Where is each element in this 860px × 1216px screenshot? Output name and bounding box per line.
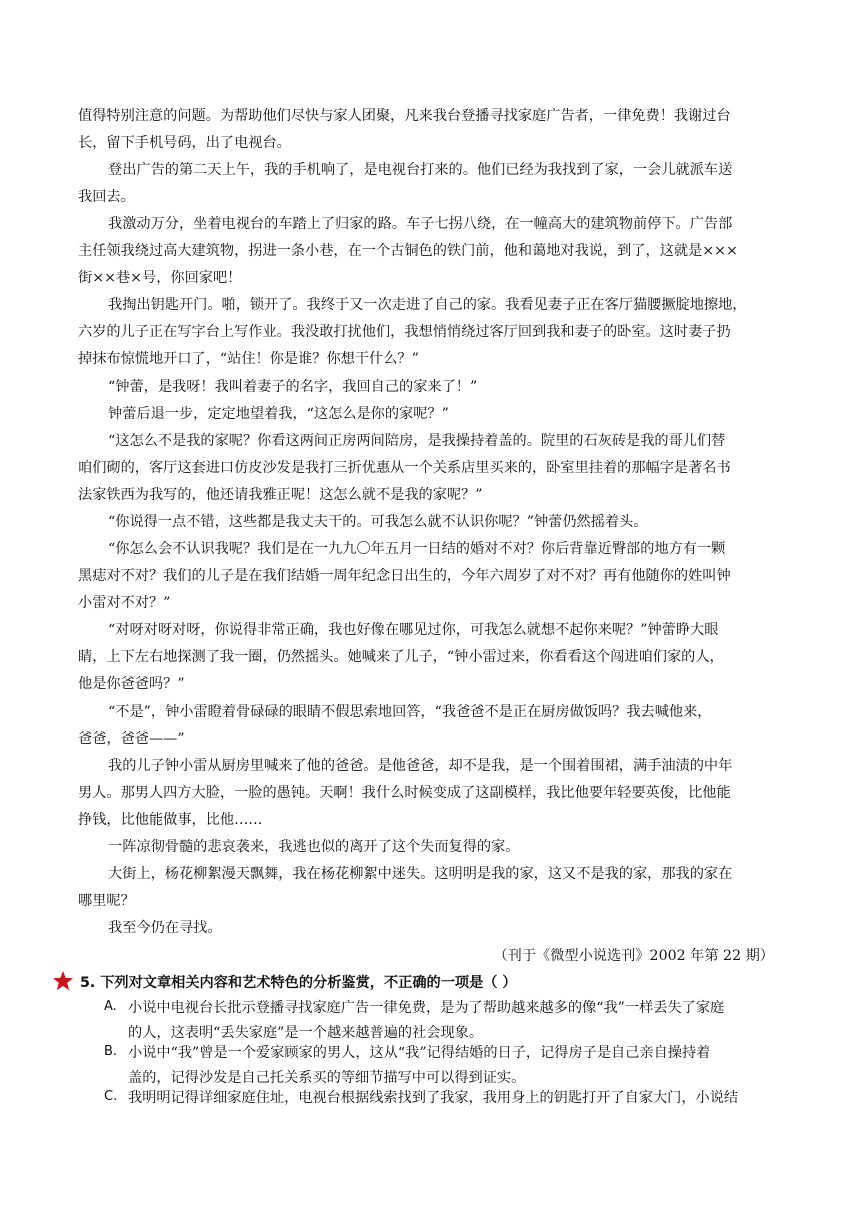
question-stem: 下列对文章相关内容和艺术特色的分析鉴赏，不正确的一项是（ ） [100, 975, 517, 991]
source-citation: （刊于《微型小说选刊》2002 年第 22 期） [493, 948, 774, 964]
passage-line: 登出广告的第二天上午，我的手机响了，是电视台打来的。他们已经为我找到了家，一会儿就派车送 [108, 162, 733, 178]
passage-line: 掉抹布惊慌地开口了，“站住！你是谁？你想干什么？” [78, 351, 419, 367]
passage-line: 主任领我绕过高大建筑物，拐进一条小巷，在一个古铜色的铁门前，他和蔼地对我说，到了，这就是××× [78, 243, 738, 259]
passage-line: 钟蕾后退一步，定定地望着我，“这怎么是你的家呢？” [108, 406, 449, 422]
passage-line: 睛，上下左右地探测了我一圈，仍然摇头。她喊来了儿子，“钟小雷过来，你看看这个闯进咱们家的人， [78, 649, 724, 665]
question-number: 5. [80, 975, 96, 991]
passage-line: “你怎么会不认识我呢？我们是在一九九〇年五月一日结的婚对不对？你后背靠近臀部的地方有一颗 [108, 541, 726, 557]
passage-line: 我的儿子钟小雷从厨房里喊来了他的爸爸。是他爸爸，却不是我，是一个围着围裙，满手油渍的中年 [108, 758, 733, 774]
option-letter: A. [104, 999, 117, 1014]
passage-line: “这怎么不是我的家呢？你看这两间正房两间陪房，是我操持着盖的。院里的石灰砖是我的哥儿们替 [108, 433, 726, 449]
passage-line: 六岁的儿子正在写字台上写作业。我没敢打扰他们，我想悄悄绕过客厅回到我和妻子的卧室。这时妻子扔 [78, 324, 731, 340]
passage-line: 我回去。 [78, 189, 135, 205]
passage-line: 他是你爸爸吗？” [78, 676, 185, 692]
passage-line: 大街上，杨花柳絮漫天飘舞，我在杨花柳絮中迷失。这明明是我的家，这又不是我的家，那我的家在 [108, 866, 733, 882]
passage-line: 爸爸，爸爸——” [78, 731, 185, 747]
passage-line: 哪里呢？ [78, 893, 135, 909]
option-letter: C. [104, 1089, 118, 1104]
option-text: 盖的，记得沙发是自己托关系买的等细节描写中可以得到证实。 [128, 1070, 526, 1086]
passage-line: “对呀对呀对呀，你说得非常正确，我也好像在哪见过你，可我怎么就想不起你来呢？”钟蕾睁大眼 [108, 622, 719, 638]
option-letter: B. [104, 1044, 118, 1059]
passage-line: 我掏出钥匙开门。啪，锁开了。我终于又一次走进了自己的家。我看见妻子正在客厅猫腰撅腚地擦地， [108, 297, 747, 313]
passage-line: 咱们砌的，客厅这套进口仿皮沙发是我打三折优惠从一个关系店里买来的，卧室里挂着的那幅字是著名书 [78, 460, 731, 476]
star-icon [52, 970, 74, 992]
passage-line: “不是”，钟小雷瞪着骨碌碌的眼睛不假思索地回答，“我爸爸不是正在厨房做饭吗？我去喊他来， [108, 704, 712, 720]
passage-line: 男人。那男人四方大脸，一脸的愚钝。天啊！我什么时候变成了这副模样，我比他要年轻要英俊，比他能 [78, 785, 731, 801]
passage-line: 值得特别注意的问题。为帮助他们尽快与家人团聚，凡来我台登播寻找家庭广告者，一律免费！我谢过台 [78, 108, 731, 124]
passage-line: 一阵凉彻骨髓的悲哀袭来，我逃也似的离开了这个失而复得的家。 [108, 839, 520, 855]
passage-line: 法家铁西为我写的，他还请我雅正呢！这怎么就不是我的家呢？” [78, 487, 483, 503]
passage-line: “你说得一点不错，这些都是我丈夫干的。可我怎么就不认识你呢？”钟蕾仍然摇着头。 [108, 514, 648, 530]
passage-line: 挣钱，比他能做事，比他…… [78, 812, 263, 828]
option-text: 小说中“我”曾是一个爱家顾家的男人，这从“我”记得结婚的日子，记得房子是自己亲自操持着 [128, 1045, 711, 1061]
passage-line: 小雷对不对？” [78, 595, 171, 611]
passage-line: 我激动万分，坐着电视台的车踏上了归家的路。车子七拐八绕，在一幢高大的建筑物前停下。广告部 [108, 216, 733, 232]
passage-line: 街××巷×号，你回家吧！ [78, 270, 242, 286]
passage-line: 我至今仍在寻找。 [108, 920, 222, 936]
passage-line: “钟蕾，是我呀！我叫着妻子的名字，我回自己的家来了！” [108, 379, 478, 395]
passage-line: 长，留下手机号码，出了电视台。 [78, 135, 291, 151]
question-text [80, 972, 517, 992]
option-text: 我明明记得详细家庭住址，电视台根据线索找到了我家，我用身上的钥匙打开了自家大门，小说结 [128, 1090, 739, 1106]
option-text: 的人，这表明“丢失家庭”是一个越来越普遍的社会现象。 [128, 1025, 484, 1041]
passage-line: 黑痣对不对？我们的儿子是在我们结婚一周年纪念日出生的，今年六周岁了对不对？再有他随你的姓叫钟 [78, 568, 731, 584]
option-text: 小说中电视台长批示登播寻找家庭广告一律免费，是为了帮助越来越多的像“我”一样丢失了家庭 [128, 1000, 725, 1016]
